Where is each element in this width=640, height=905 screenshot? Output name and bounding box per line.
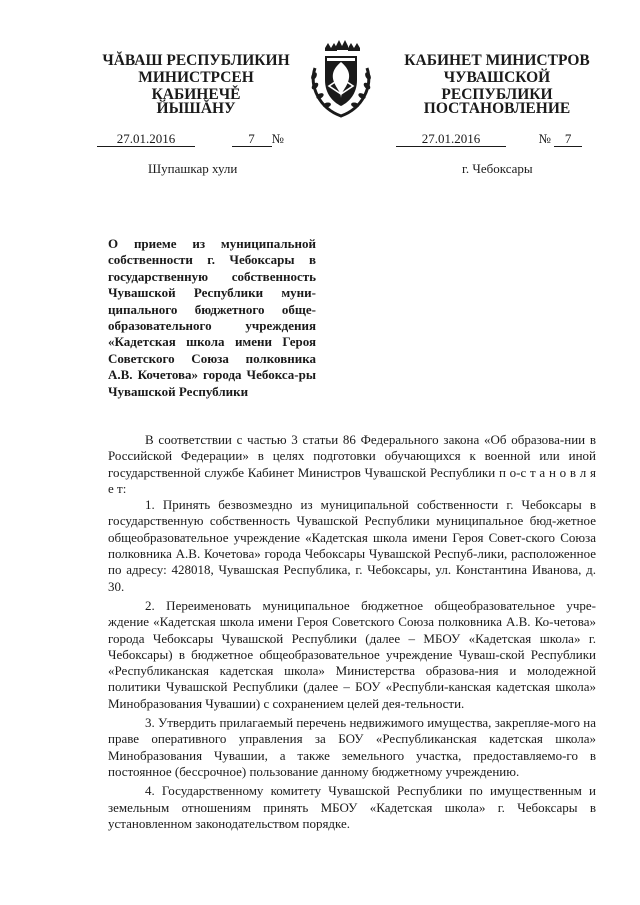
header-russian-line1: КАБИНЕТ МИНИСТРОВ	[404, 52, 590, 69]
number-field-russian: 7	[554, 131, 582, 147]
registration-chuvash	[97, 131, 284, 147]
coat-of-arms-icon	[301, 38, 381, 120]
date-field-chuvash: 27.01.2016	[97, 131, 195, 147]
item-3-paragraph: 3. Утвердить прилагаемый перечень недвижимого имущества, закрепляе-мого на праве оперативного управления за БОУ «Республиканская кадетская школа» Минобразования Чувашии, а также земельного участка, предоставляемо-го в постоянное (бессрочное) пользование данному бюджетному учреждению.	[108, 715, 596, 779]
document-subject: О приеме из муниципальной собственности г. Чебоксары в государственную собственность Чувашской Республики муни-ципального бюджетного обще-образовательного учреждения «Кадетская школа имени Героя Советского Союза полковника А.В. Кочетова» города Чебокса-ры Чувашской Республики	[108, 236, 316, 399]
item-4-paragraph: 4. Государственному комитету Чувашской Республики по имущественным и земельным отношениям принять МБОУ «Кадетская школа» г. Чебоксары в установленном законодательством порядке.	[108, 783, 596, 831]
place-russian: г. Чебоксары	[462, 161, 533, 176]
number-field-chuvash: 7	[232, 131, 272, 147]
header-chuvash-line1: ЧĂВАШ РЕСПУБЛИКИН	[102, 52, 290, 69]
document-body	[108, 432, 596, 832]
doc-type-russian: ПОСТАНОВЛЕНИЕ	[423, 100, 571, 117]
registration-russian	[396, 131, 582, 147]
number-sign-chuvash: №	[271, 131, 284, 146]
date-field-russian: 27.01.2016	[396, 131, 506, 147]
preamble-paragraph: В соответствии с частью 3 статьи 86 Федерального закона «Об образова-нии в Российской Федерации» в целях подготовки обучающихся к военной или иной государственной службе Кабинет Министров Чувашской Республики п о-с т а н о в л я е т:	[108, 432, 596, 496]
item-1-paragraph: 1. Принять безвозмездно из муниципальной собственности г. Чебоксары в государственную собственность Чувашской Республики муниципальное бюд-жетное общеобразовательное учреждение «Кадетская школа имени Героя Совет-ского Союза полковника А.В. Кочетова» города Чебоксары Чувашской Респуб-лики, расположенное по адресу: 428018, Чувашская Республика, г. Чебоксары, ул. Константина Иванова, д. 30.	[108, 497, 596, 594]
header-chuvash-line2: МИНИСТРСЕН КАБИНЕЧĚ	[138, 69, 254, 103]
number-sign-russian: №	[538, 131, 551, 146]
doc-type-chuvash: ЙЫШĂНУ	[156, 100, 236, 117]
header-chuvash	[96, 52, 296, 103]
header-russian	[392, 52, 602, 103]
place-chuvash: Шупашкар хули	[148, 161, 238, 176]
header-russian-line2: ЧУВАШСКОЙ РЕСПУБЛИКИ	[441, 69, 553, 103]
item-2-paragraph: 2. Переименовать муниципальное бюджетное общеобразовательное учре-ждение «Кадетская школа имени Героя Советского Союза полковника А.В. Ко-четова» города Чебоксары Чувашской Республики (далее – МБОУ «Кадетская школа» г. Чебоксары) в бюджетное общеобразовательное учреждение Чуваш-ской Республики «Республиканская кадетская школа» Министерства образова-ния и молодежной политики Чувашской Республики (далее – БОУ «Республи-канская кадетская школа» Минобразования Чувашии) с сохранением целей дея-тельности.	[108, 597, 596, 711]
